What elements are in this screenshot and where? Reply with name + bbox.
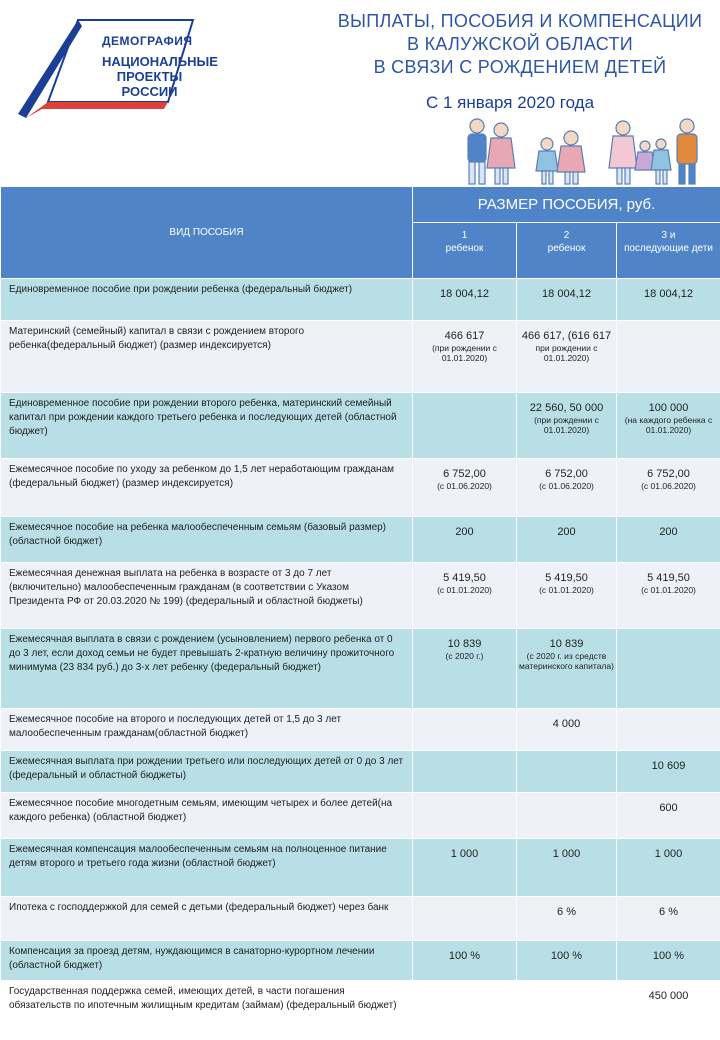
table-row: [1, 459, 720, 517]
logo-line: ПРОЕКТЫ: [116, 69, 183, 84]
national-projects-logo: [18, 14, 218, 124]
logo-top-label: ДЕМОГРАФИЯ: [102, 34, 193, 48]
table-header-row: [1, 187, 720, 223]
table-row: [1, 279, 720, 321]
value-note: (с 2020 г. из средств материнского капитала): [519, 651, 614, 671]
benefit-value-c1: [413, 517, 517, 563]
table-row: [1, 393, 720, 459]
value-note: при рождении с 01.01.2020): [535, 343, 598, 363]
benefit-value-c2: [517, 897, 617, 941]
benefit-value-c3: [617, 279, 720, 321]
value-amount: 100 000: [648, 402, 689, 414]
benefit-value-c2: [517, 839, 617, 897]
page-header: [0, 0, 720, 186]
benefit-value-c1: [413, 629, 517, 709]
benefit-name: Ежемесячная компенсация малообеспеченным семьям на полноценное питание детям второго и третьего года жизни (областной бюджет): [1, 839, 413, 897]
value-note: (с 2020 г.): [445, 651, 484, 661]
value-note: (с 01.06.2020): [539, 481, 594, 491]
table-row: [1, 321, 720, 393]
benefit-value-c2: [517, 279, 617, 321]
benefit-value-c3: [617, 981, 720, 1039]
benefit-value-c1: [413, 751, 517, 793]
value-amount: 100 %: [550, 950, 583, 962]
header-col-2: 2 ребенок: [517, 223, 617, 279]
value-note: (с 01.01.2020): [437, 585, 492, 595]
benefit-value-c1: [413, 793, 517, 839]
value-amount: 1 000: [450, 848, 479, 860]
benefit-value-c3: [617, 941, 720, 981]
benefit-value-c1: [413, 393, 517, 459]
benefit-value-c3: [617, 563, 720, 629]
benefit-value-c1: [413, 459, 517, 517]
benefit-value-c3: [617, 459, 720, 517]
benefit-value-c1: [413, 981, 517, 1039]
benefit-name: Ежемесячное пособие на второго и последующих детей от 1,5 до 3 лет малообеспеченным гражданам(областной бюджет): [1, 709, 413, 751]
table-row: [1, 629, 720, 709]
table-row: [1, 751, 720, 793]
table-row: [1, 981, 720, 1039]
benefit-name: Ежемесячная денежная выплата на ребенка в возрасте от 3 до 7 лет (включительно) малообеспеченным гражданам (в соответствии с Указом Президента РФ от 20.03.2020 № 199) (федеральный и областной бюджеты): [1, 563, 413, 629]
benefit-value-c1: [413, 839, 517, 897]
benefit-value-c2: [517, 629, 617, 709]
value-amount: 466 617, (616 617: [521, 330, 612, 342]
value-amount: 6 752,00: [443, 468, 486, 480]
value-amount: 18 004,12: [644, 288, 693, 300]
value-note: (с 01.01.2020): [539, 585, 594, 595]
benefit-value-c3: [617, 751, 720, 793]
value-amount: 200: [659, 526, 678, 538]
value-note: (с 01.01.2020): [641, 585, 696, 595]
title-line: В СВЯЗИ С РОЖДЕНИЕМ ДЕТЕЙ: [373, 57, 667, 77]
benefit-value-c2: [517, 459, 617, 517]
benefit-value-c1: [413, 321, 517, 393]
benefit-name: Ежемесячная выплата при рождении третьего или последующих детей от 0 до 3 лет (федеральный и областной бюджеты): [1, 751, 413, 793]
value-amount: 450 000: [648, 990, 689, 1002]
benefit-name: Ежемесячное пособие многодетным семьям, имеющим четырех и более детей(на каждого ребенка) (областной бюджет): [1, 793, 413, 839]
value-amount: 1 000: [552, 848, 581, 860]
benefit-value-c2: [517, 517, 617, 563]
page-title: [320, 10, 720, 79]
benefit-name: Компенсация за проезд детям, нуждающимся в санаторно-курортном лечении (областной бюджет): [1, 941, 413, 981]
header-kind: ВИД ПОСОБИЯ: [1, 187, 413, 279]
benefit-value-c2: [517, 793, 617, 839]
benefit-value-c3: [617, 517, 720, 563]
benefit-value-c2: [517, 709, 617, 751]
value-amount: 200: [557, 526, 576, 538]
benefit-value-c3: [617, 897, 720, 941]
table-row: [1, 839, 720, 897]
value-amount: 466 617: [444, 330, 485, 342]
value-amount: 100 %: [652, 950, 685, 962]
value-amount: 10 609: [651, 760, 686, 772]
value-amount: 600: [659, 802, 678, 814]
logo-line: РОССИИ: [121, 84, 178, 99]
benefit-value-c2: [517, 563, 617, 629]
benefit-value-c1: [413, 709, 517, 751]
value-note: (с 01.06.2020): [641, 481, 696, 491]
benefit-name: Материнский (семейный) капитал в связи с рождением второго ребенка(федеральный бюджет) (размер индексируется): [1, 321, 413, 393]
title-line: В КАЛУЖСКОЙ ОБЛАСТИ: [406, 34, 634, 54]
family-illustration-icon: [455, 116, 715, 186]
header-col-3: 3 и последующие дети: [617, 223, 720, 279]
value-amount: 5 419,50: [647, 572, 690, 584]
table-row: [1, 897, 720, 941]
benefit-value-c2: [517, 981, 617, 1039]
header-col-1: 1 ребенок: [413, 223, 517, 279]
benefit-value-c3: [617, 321, 720, 393]
value-amount: 1 000: [654, 848, 683, 860]
value-amount: 5 419,50: [545, 572, 588, 584]
logo-line: НАЦИОНАЛЬНЫЕ: [102, 54, 218, 69]
page-date: С 1 января 2020 года: [425, 93, 595, 112]
title-line: ВЫПЛАТЫ, ПОСОБИЯ И КОМПЕНСАЦИИ: [337, 11, 703, 31]
benefit-value-c1: [413, 563, 517, 629]
benefit-name: Ежемесячная выплата в связи с рождением (усыновлением) первого ребенка от 0 до 3 лет, если доход семьи не будет превышать 2-кратную величину прожиточного минимума (23 834 руб.) до 3-х лет ребенку (федеральный бюджет): [1, 629, 413, 709]
value-amount: 100 %: [448, 950, 481, 962]
benefit-name: Государственная поддержка семей, имеющих детей, в части погашения обязательств по ипотечным жилищным кредитам (займам) (федеральный бюджет): [1, 981, 413, 1039]
benefit-value-c2: [517, 393, 617, 459]
value-amount: 6 752,00: [647, 468, 690, 480]
benefit-value-c1: [413, 941, 517, 981]
benefit-value-c3: [617, 793, 720, 839]
value-note: (с 01.06.2020): [437, 481, 492, 491]
benefit-name: Ипотека с господдержкой для семей с детьми (федеральный бюджет) через банк: [1, 897, 413, 941]
benefit-value-c3: [617, 839, 720, 897]
benefit-value-c1: [413, 279, 517, 321]
value-note: (на каждого ребенка с 01.01.2020): [624, 415, 713, 435]
value-amount: 200: [455, 526, 474, 538]
value-amount: 6 %: [557, 906, 576, 918]
benefit-value-c1: [413, 897, 517, 941]
value-amount: 6 %: [659, 906, 678, 918]
benefit-value-c2: [517, 751, 617, 793]
table-row: [1, 709, 720, 751]
value-amount: 6 752,00: [545, 468, 588, 480]
table-row: [1, 793, 720, 839]
table-row: [1, 517, 720, 563]
value-amount: 18 004,12: [542, 288, 591, 300]
value-note: (при рождении с 01.01.2020): [432, 343, 497, 363]
benefit-value-c3: [617, 629, 720, 709]
table-row: [1, 563, 720, 629]
benefit-value-c2: [517, 941, 617, 981]
logo-text: [102, 54, 218, 99]
benefit-name: Единовременное пособие при рождении ребенка (федеральный бюджет): [1, 279, 413, 321]
value-amount: 22 560, 50 000: [529, 402, 604, 414]
benefit-name: Ежемесячное пособие на ребенка малообеспеченным семьям (базовый размер) (областной бюджет): [1, 517, 413, 563]
table-row: [1, 941, 720, 981]
value-amount: 5 419,50: [443, 572, 486, 584]
benefit-value-c3: [617, 709, 720, 751]
benefit-value-c3: [617, 393, 720, 459]
value-amount: 10 839: [447, 638, 482, 650]
benefit-name: Единовременное пособие при рождении второго ребенка, материнский семейный капитал при рождении каждого третьего ребенка и последующих детей (областной бюджет): [1, 393, 413, 459]
value-amount: 18 004,12: [440, 288, 489, 300]
benefit-name: Ежемесячное пособие по уходу за ребенком до 1,5 лет неработающим гражданам (федеральный бюджет) (размер индексируется): [1, 459, 413, 517]
value-amount: 4 000: [552, 718, 581, 730]
benefit-value-c2: [517, 321, 617, 393]
value-amount: 10 839: [549, 638, 584, 650]
benefits-table: [0, 186, 720, 1039]
value-note: (при рождении с 01.01.2020): [534, 415, 599, 435]
header-size: РАЗМЕР ПОСОБИЯ, руб.: [413, 187, 720, 223]
